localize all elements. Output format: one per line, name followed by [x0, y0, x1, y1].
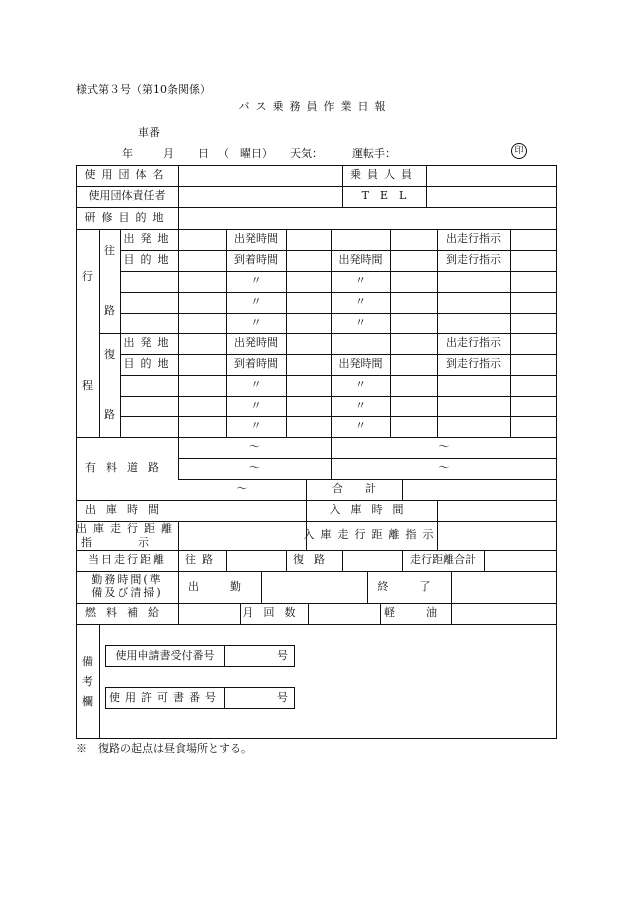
- work-report-table: [76, 165, 557, 739]
- ditto-mark: 〃: [355, 378, 366, 392]
- permit-number-label: 使用許可書番号: [109, 690, 221, 704]
- garage-in-time-label: 入庫時間: [329, 503, 414, 517]
- route-char-2: 程: [82, 378, 93, 392]
- return-road-label: 路: [104, 407, 115, 421]
- seal-mark: 印: [511, 143, 527, 159]
- distance-total-label: 走行距離合計: [410, 553, 476, 567]
- toll-wave-mark: ～: [249, 440, 260, 454]
- ditto-mark: 〃: [355, 419, 366, 433]
- ditto-mark: 〃: [250, 295, 262, 309]
- year-label: 年: [122, 147, 133, 160]
- outbound-departure-time-1: 出発時間: [234, 232, 278, 246]
- garage-in-distance-label: 入庫走行距離指示: [303, 528, 440, 542]
- going-label: 往路: [185, 553, 219, 567]
- weekday-label: （ 曜日）: [218, 147, 273, 160]
- route-char-1: 行: [82, 269, 93, 283]
- ditto-mark: 〃: [250, 398, 262, 412]
- return-departure-time-2: 出発時間: [338, 357, 383, 371]
- outbound-departure-instruction: 出走行指示: [446, 232, 501, 246]
- return-arrival-time: 到着時間: [234, 357, 278, 371]
- ditto-mark: 〃: [250, 419, 262, 433]
- footnote: ※ 復路の起点は昼食場所とする。: [76, 742, 252, 755]
- garage-out-time-label: 出庫時間: [85, 503, 169, 517]
- ditto-mark: 〃: [355, 274, 366, 288]
- bus-number-label: 車番: [138, 126, 160, 139]
- toll-wave-mark: ～: [236, 482, 248, 496]
- work-hours-label-line1: 勤務時間(準: [91, 573, 163, 587]
- toll-wave-mark: ～: [438, 461, 450, 475]
- daily-distance-label: 当日走行距離: [88, 553, 166, 567]
- month-label: 月: [163, 147, 174, 160]
- outbound-arrival-time: 到着時間: [234, 253, 278, 267]
- application-receipt-number-label: 使用申請書受付番号: [115, 648, 215, 662]
- permit-number-suffix: 号: [277, 690, 288, 704]
- outbound-departure-time-2: 出発時間: [338, 253, 383, 267]
- outbound-label: 往: [104, 243, 115, 257]
- ditto-mark: 〃: [250, 274, 262, 288]
- document-title: バス乗務員作業日報: [238, 100, 392, 113]
- fuel-supply-label: 燃料補給: [85, 606, 169, 620]
- remarks-char-3: 欄: [82, 694, 93, 708]
- garage-out-distance-label-line2: [76, 535, 195, 550]
- return-arrival-instruction: 到走行指示: [446, 357, 501, 371]
- work-hours-label: [76, 571, 178, 603]
- return-label: 復: [104, 347, 115, 361]
- day-label: 日: [198, 147, 209, 160]
- outbound-road-label: 路: [104, 303, 115, 317]
- return-departure-place: 出発地: [123, 336, 175, 350]
- outbound-departure-place: 出発地: [123, 232, 175, 246]
- work-hours-label-line2: 備及び清掃): [91, 586, 163, 599]
- driver-label: 運転手：: [352, 147, 396, 160]
- user-group-name-label: 使用団体名: [84, 168, 170, 182]
- toll-road-label: 有料道路: [85, 461, 169, 475]
- user-group-manager-label: 使用団体責任者: [88, 189, 166, 203]
- remarks-char-2: 考: [82, 674, 93, 688]
- garage-out-distance-instruction: 指示: [81, 535, 195, 549]
- ditto-mark: 〃: [355, 295, 366, 309]
- remarks-label: [76, 624, 99, 739]
- tel-label: T E L: [361, 189, 407, 203]
- crew-count-label: 乗員人員: [350, 168, 418, 182]
- training-destination-label: 研修目的地: [84, 210, 170, 224]
- weather-label: 天気：: [290, 147, 323, 160]
- return-destination: 目的地: [123, 357, 175, 371]
- return-departure-time-1: 出発時間: [234, 336, 278, 350]
- ditto-mark: 〃: [355, 398, 366, 412]
- returning-label: 復路: [293, 553, 335, 567]
- toll-total-label: 合 計: [332, 482, 376, 496]
- remarks-char-1: 備: [82, 654, 93, 668]
- ditto-mark: 〃: [250, 315, 262, 329]
- garage-out-distance-label-line1: 出庫走行距離: [76, 521, 178, 535]
- work-start-label: 出 勤: [188, 579, 251, 593]
- application-number-suffix: 号: [277, 648, 288, 662]
- outbound-arrival-instruction: 到走行指示: [446, 253, 501, 267]
- toll-wave-mark: ～: [249, 461, 260, 475]
- ditto-mark: 〃: [250, 378, 262, 392]
- return-departure-instruction: 出走行指示: [446, 336, 501, 350]
- outbound-destination: 目的地: [123, 253, 175, 267]
- diesel-label: 軽 油: [384, 606, 447, 620]
- toll-wave-mark: ～: [438, 440, 450, 454]
- work-end-label: 終 了: [377, 579, 441, 593]
- form-number-label: 様式第３号（第10条関係）: [76, 83, 211, 96]
- ditto-mark: 〃: [355, 315, 366, 329]
- monthly-count-label: 月回数: [242, 606, 306, 620]
